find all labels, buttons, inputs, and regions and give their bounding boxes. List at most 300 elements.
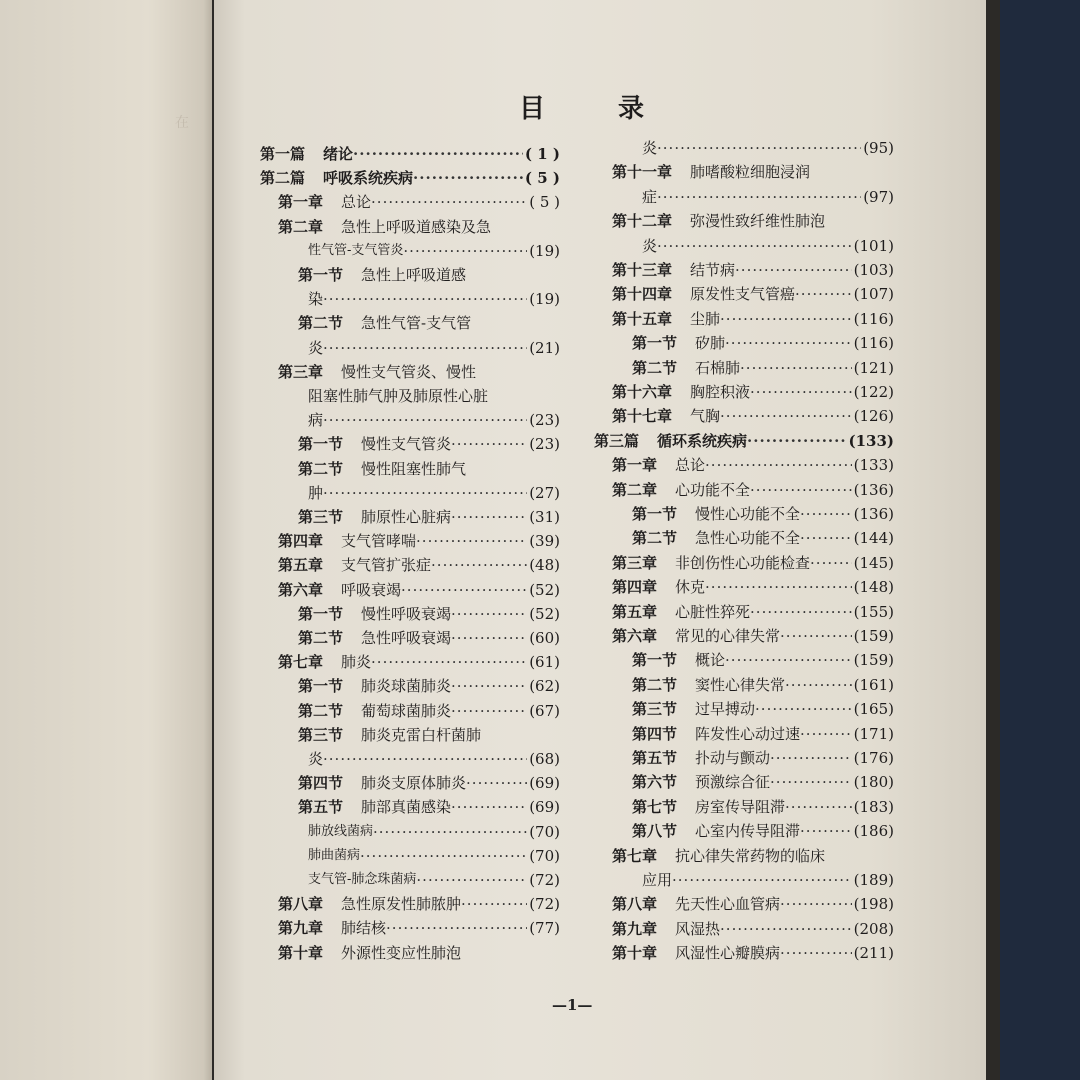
toc-entry-number: 第十章 (612, 944, 658, 963)
spacer (343, 312, 361, 334)
spacer (677, 747, 695, 769)
toc-entry-page: (95) (863, 139, 894, 157)
toc-entry-title: 炎 (308, 338, 324, 357)
toc-entry-page: (159) (853, 627, 894, 645)
leader-dots (750, 601, 852, 623)
leader-dots (770, 771, 852, 793)
toc-entry-number: 第八节 (632, 822, 678, 841)
spacer (657, 576, 675, 598)
toc-entry (632, 503, 894, 525)
toc-entry-number: 第一节 (298, 677, 344, 696)
leader-dots (401, 579, 527, 601)
toc-entry-title: 肺炎克雷白杆菌肺 (361, 725, 482, 744)
toc-entry-title: 急性心功能不全 (695, 529, 801, 548)
toc-entry-page: (70) (529, 846, 560, 865)
toc-entry-title: 应用 (642, 871, 673, 889)
toc-entry-title: 循环系统疾病 (657, 431, 748, 450)
leader-dots (386, 917, 527, 939)
toc-entry (594, 430, 894, 452)
toc-entry-number: 第一节 (298, 604, 344, 623)
spacer (323, 216, 341, 238)
toc-entry-page: (198) (853, 895, 894, 914)
toc-entry-number: 第一节 (632, 505, 678, 523)
toc-entry-page: (116) (853, 334, 894, 353)
toc-entry-title: 心脏性猝死 (675, 602, 751, 621)
spacer (343, 772, 361, 794)
toc-entry (298, 433, 560, 455)
toc-entry-title: 矽肺 (695, 334, 726, 353)
toc-entry (298, 506, 560, 528)
leader-dots (657, 137, 861, 159)
spacer (657, 454, 675, 476)
leader-dots (780, 893, 852, 915)
toc-entry (278, 530, 560, 552)
toc-entry-number: 第二节 (298, 314, 344, 333)
toc-entry (278, 942, 560, 964)
spacer (323, 942, 341, 964)
toc-entry-title: 弥漫性致纤维性肺泡 (690, 212, 826, 231)
toc-entry-number: 第二篇 (260, 169, 306, 188)
toc-entry-page: (161) (853, 675, 894, 694)
leader-dots (371, 191, 527, 213)
toc-entry-number: 第六章 (278, 580, 324, 599)
toc-entry (632, 698, 894, 720)
toc-entry-page: (70) (529, 822, 560, 841)
leader-dots (403, 240, 527, 262)
toc-entry-title: 概论 (695, 651, 726, 670)
toc-entry-page: (121) (853, 358, 894, 377)
spacer (672, 405, 690, 427)
toc-entry-title: 慢性支气管炎 (361, 435, 452, 454)
leader-dots (323, 337, 527, 359)
spacer (343, 627, 361, 649)
toc-entry-number: 第五节 (298, 798, 344, 817)
spacer (672, 210, 690, 232)
leader-dots (720, 405, 852, 427)
leader-dots (720, 308, 852, 330)
toc-entry (632, 771, 894, 793)
toc-entry-number: 第一篇 (260, 145, 306, 163)
leader-dots (657, 186, 861, 208)
toc-entry-number: 第三章 (612, 553, 658, 572)
toc-entry (632, 723, 894, 745)
toc-entry (642, 235, 894, 257)
toc-entry-title: 慢性心功能不全 (695, 505, 801, 523)
toc-entry-number: 第一节 (632, 651, 678, 670)
toc-entry (308, 288, 560, 310)
spacer (343, 700, 361, 722)
toc-entry-page: (68) (529, 750, 560, 768)
toc-entry-number: 第一章 (612, 456, 658, 475)
toc-entry-title: 阻塞性肺气肿及肺原性心脏 (308, 387, 489, 405)
toc-entry (298, 458, 560, 480)
toc-entry-number: 第一章 (278, 193, 324, 212)
leader-dots (323, 748, 527, 770)
toc-entry-number: 第十三章 (612, 261, 673, 279)
toc-entry-page: (122) (853, 383, 894, 401)
leader-dots (451, 433, 527, 455)
toc-entry-number: 第二章 (612, 480, 658, 499)
toc-entry-page: (133) (853, 456, 894, 475)
toc-entry-page: (189) (853, 871, 894, 889)
spacer (323, 579, 341, 601)
toc-entry-number: 第十五章 (612, 309, 673, 328)
toc-entry-page: ( 5 ) (524, 169, 560, 188)
spacer (657, 479, 675, 501)
toc-entry-title: 先天性心血管病 (675, 895, 781, 914)
toc-entry (298, 627, 560, 649)
leader-dots (705, 454, 852, 476)
toc-entry (278, 554, 560, 576)
toc-entry-title: 过早搏动 (695, 700, 756, 719)
toc-entry-page: (77) (529, 919, 560, 938)
toc-entry-page: (211) (853, 944, 894, 963)
toc-entry-title: 肺炎 (341, 653, 372, 672)
toc-entry (308, 821, 560, 843)
toc-entry (612, 259, 894, 281)
toc-entry-title: 心功能不全 (675, 480, 751, 499)
toc-entry (642, 186, 894, 208)
spacer (677, 357, 695, 379)
spacer (343, 264, 361, 286)
toc-entry-number: 第二节 (632, 675, 678, 694)
toc-entry-page: (101) (853, 236, 894, 255)
spacer (657, 625, 675, 647)
toc-entry-page: (52) (529, 604, 560, 623)
toc-entry-title: 心室内传导阻滞 (695, 822, 801, 841)
spacer (323, 917, 341, 939)
toc-entry-title: 肺炎支原体肺炎 (361, 774, 467, 793)
toc-entry-number: 第三章 (278, 362, 324, 381)
toc-entry (612, 161, 894, 183)
toc-entry-title: 肺炎球菌肺炎 (361, 677, 452, 696)
spacer (677, 698, 695, 720)
toc-entry-page: (133) (848, 431, 894, 450)
toc-entry (298, 772, 560, 794)
toc-entry-number: 第十二章 (612, 212, 673, 231)
toc-entry-title: 胸腔积液 (690, 383, 751, 401)
toc-entry-title: 急性上呼吸道感 (361, 266, 467, 284)
toc-entry (632, 332, 894, 354)
toc-entry-number: 第三节 (298, 508, 344, 526)
toc-entry (308, 748, 560, 770)
leader-dots (360, 845, 527, 867)
spacer (323, 191, 341, 213)
toc-entry (278, 651, 560, 673)
toc-entry-number: 第七章 (612, 846, 658, 865)
toc-entry (632, 820, 894, 842)
toc-entry-title: 扑动与颤动 (695, 749, 771, 767)
spacer (639, 430, 657, 452)
toc-entry (298, 603, 560, 625)
toc-entry-title: 原发性支气管癌 (690, 285, 796, 304)
spacer (343, 433, 361, 455)
toc-entry (612, 893, 894, 915)
toc-entry-title: 急性气管-支气管 (361, 314, 472, 333)
toc-entry-page: (31) (529, 508, 560, 526)
toc-entry-number: 第八章 (278, 895, 324, 914)
leader-dots (451, 796, 527, 818)
leader-dots (323, 409, 527, 431)
toc-entry-number: 第二节 (298, 701, 344, 720)
toc-entry-number: 第三节 (632, 700, 678, 719)
toc-entry-title: 休克 (675, 578, 706, 597)
toc-entry (278, 917, 560, 939)
spacer (672, 259, 690, 281)
toc-entry-title: 慢性呼吸衰竭 (361, 604, 452, 623)
toc-entry-page: (107) (853, 285, 894, 304)
toc-entry-title: 常见的心律失常 (675, 627, 781, 645)
leader-dots (720, 918, 852, 940)
toc-entry-title: 支气管扩张症 (341, 556, 432, 575)
toc-entry-number: 第四节 (298, 774, 344, 793)
bleed-through-text (30, 75, 86, 101)
toc-entry-title: 气胸 (690, 407, 721, 426)
toc-entry-number: 第九章 (612, 919, 658, 938)
toc-entry-number: 第十六章 (612, 383, 673, 401)
toc-entry-title: 症 (642, 187, 658, 206)
toc-entry-title: 病 (308, 411, 324, 430)
toc-entry-title: 非创伤性心功能检查 (675, 553, 811, 572)
leader-dots (735, 259, 852, 281)
toc-entry-number: 第四章 (278, 532, 324, 551)
toc-entry-page: (208) (853, 919, 894, 938)
toc-entry-page: (19) (529, 241, 560, 260)
toc-entry-page: (144) (853, 529, 894, 548)
leader-dots (810, 552, 852, 574)
toc-entry-page: (126) (853, 407, 894, 426)
spacer (657, 601, 675, 623)
toc-entry-title: 急性原发性肺脓肿 (341, 895, 462, 914)
toc-entry (632, 649, 894, 671)
page-number: —1— (552, 996, 593, 1014)
left-page (0, 0, 212, 1080)
toc-entry (308, 337, 560, 359)
toc-entry-title: 结节病 (690, 261, 736, 279)
spacer (657, 918, 675, 940)
toc-entry (612, 381, 894, 403)
spacer (677, 771, 695, 793)
toc-entry (308, 409, 560, 431)
leader-dots (413, 167, 523, 189)
leader-dots (373, 821, 527, 843)
toc-entry-title: 支气管-肺念珠菌病 (308, 872, 417, 887)
toc-entry-page: (52) (529, 580, 560, 599)
toc-entry-page: (67) (529, 701, 560, 720)
spacer (323, 554, 341, 576)
toc-entry-number: 第九章 (278, 919, 324, 938)
toc-entry-title: 肺曲菌病 (308, 847, 361, 863)
spacer (677, 649, 695, 671)
toc-entry (308, 482, 560, 504)
toc-entry-page: (61) (529, 653, 560, 672)
toc-entry-title: 绪论 (323, 145, 354, 163)
toc-entry-page: (116) (853, 309, 894, 328)
leader-dots (451, 675, 527, 697)
toc-entry-title: 预激综合征 (695, 773, 771, 792)
spacer (677, 503, 695, 525)
toc-entry-page: (21) (529, 338, 560, 357)
toc-entry-number: 第一节 (298, 266, 344, 284)
toc-entry-number: 第十一章 (612, 163, 673, 182)
toc-entry (260, 143, 560, 165)
toc-entry-title: 肿 (308, 483, 324, 502)
toc-entry-page: (23) (529, 411, 560, 430)
toc-entry (612, 405, 894, 427)
toc-entry-page: (48) (529, 556, 560, 575)
toc-entry-page: (39) (529, 532, 560, 551)
leader-dots (451, 700, 527, 722)
toc-entry (612, 454, 894, 476)
leader-dots (416, 530, 527, 552)
toc-entry (612, 283, 894, 305)
spacer (343, 675, 361, 697)
toc-entry-number: 第十四章 (612, 285, 673, 304)
toc-entry-page: (27) (529, 483, 560, 502)
toc-entry-title: 炎 (308, 750, 324, 768)
toc-entry-title: 呼吸系统疾病 (323, 169, 414, 188)
toc-entry (612, 210, 894, 232)
toc-entry-number: 第六节 (632, 773, 678, 792)
spacer (677, 820, 695, 842)
toc-entry-title: 急性上呼吸道感染及急 (341, 217, 492, 236)
spacer (677, 674, 695, 696)
toc-entry-number: 第三篇 (594, 431, 640, 450)
toc-entry-title: 肺放线菌病 (308, 823, 374, 839)
leader-dots (750, 479, 852, 501)
spacer (677, 796, 695, 818)
leader-dots (785, 796, 852, 818)
toc-entry (298, 700, 560, 722)
toc-entry-title: 性气管-支气管炎 (308, 242, 404, 258)
spacer (657, 552, 675, 574)
toc-entry-number: 第五节 (632, 749, 678, 767)
toc-entry-number: 第一节 (632, 334, 678, 353)
leader-dots (780, 625, 852, 647)
toc-entry-number: 第二节 (632, 529, 678, 548)
leader-dots (451, 506, 527, 528)
toc-entry-title: 炎 (642, 236, 658, 255)
toc-entry (612, 576, 894, 598)
leader-dots (416, 869, 527, 891)
leader-dots (451, 603, 527, 625)
spacer (343, 506, 361, 528)
toc-entry-title: 房室传导阻滞 (695, 797, 786, 816)
toc-entry-page: (145) (853, 553, 894, 572)
toc-entry-page: ( 1 ) (524, 145, 560, 163)
leader-dots (323, 482, 527, 504)
toc-entry-page: (171) (853, 724, 894, 743)
leader-dots (466, 772, 527, 794)
leader-dots (461, 893, 527, 915)
bleed-through-text: 在 (175, 115, 189, 131)
leader-dots (785, 674, 852, 696)
spacer (657, 893, 675, 915)
toc-entry (642, 137, 894, 159)
leader-dots (795, 283, 852, 305)
leader-dots (451, 627, 527, 649)
toc-entry-page: (165) (853, 700, 894, 719)
toc-entry (308, 869, 560, 891)
toc-entry (612, 552, 894, 574)
toc-entry-number: 第一节 (298, 435, 344, 454)
toc-entry-number: 第五章 (612, 602, 658, 621)
toc-entry-title: 急性呼吸衰竭 (361, 629, 452, 647)
leader-dots (371, 651, 527, 673)
spacer (343, 796, 361, 818)
toc-entry-number: 第二节 (298, 629, 344, 647)
spacer (305, 143, 323, 165)
leader-dots (657, 235, 852, 257)
toc-entry (632, 796, 894, 818)
leader-dots (672, 869, 852, 891)
toc-entry-page: (60) (529, 629, 560, 647)
toc-entry-page: (136) (853, 505, 894, 523)
leader-dots (353, 143, 523, 165)
toc-entry (612, 308, 894, 330)
toc-entry (298, 675, 560, 697)
toc-entry (642, 869, 894, 891)
toc-entry (632, 527, 894, 549)
toc-entry-number: 第七节 (632, 797, 678, 816)
toc-entry-title: 炎 (642, 139, 658, 157)
toc-entry-number: 第八章 (612, 895, 658, 914)
toc-entry-title: 风湿性心瓣膜病 (675, 944, 781, 963)
toc-entry (612, 601, 894, 623)
toc-entry-page: (155) (853, 602, 894, 621)
toc-entry-number: 第十七章 (612, 407, 673, 426)
toc-entry-title: 风湿热 (675, 919, 721, 938)
toc-entry-title: 总论 (341, 193, 372, 212)
toc-entry-title: 外源性变应性肺泡 (341, 943, 462, 962)
toc-entry-page: (72) (529, 871, 560, 889)
toc-entry-number: 第十章 (278, 943, 324, 962)
toc-entry-title: 呼吸衰竭 (341, 580, 402, 599)
spacer (305, 167, 323, 189)
leader-dots (740, 357, 852, 379)
leader-dots (725, 649, 852, 671)
toc-entry (308, 240, 560, 262)
toc-entry-number: 第四章 (612, 578, 658, 597)
toc-entry-title: 染 (308, 290, 324, 309)
toc-entry-page: (176) (853, 749, 894, 767)
page-title: 目 录 (519, 94, 677, 124)
toc-entry-number: 第二节 (632, 358, 678, 377)
toc-entry-number: 第六章 (612, 627, 658, 645)
toc-entry-page: (19) (529, 290, 560, 309)
toc-entry (632, 674, 894, 696)
spacer (343, 603, 361, 625)
spacer (672, 308, 690, 330)
toc-entry-page: (148) (853, 578, 894, 597)
toc-entry (278, 216, 560, 238)
toc-entry (612, 625, 894, 647)
toc-entry (612, 845, 894, 867)
leader-dots (800, 503, 852, 525)
toc-entry (632, 747, 894, 769)
toc-entry (278, 191, 560, 213)
spacer (323, 651, 341, 673)
toc-entry-title: 抗心律失常药物的临床 (675, 846, 826, 865)
spacer (677, 527, 695, 549)
leader-dots (323, 288, 527, 310)
spacer (323, 893, 341, 915)
spacer (343, 458, 361, 480)
spacer (323, 530, 341, 552)
toc-entry-page: (97) (863, 187, 894, 206)
toc-entry-page: (186) (853, 822, 894, 841)
toc-entry-number: 第七章 (278, 653, 324, 672)
